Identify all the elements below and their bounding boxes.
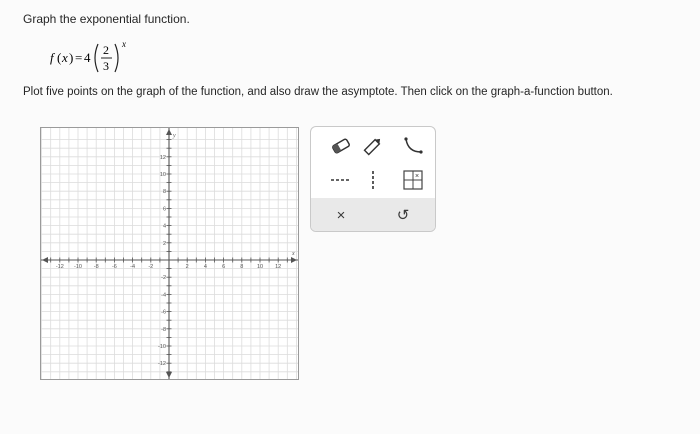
coordinate-grid[interactable] (40, 127, 299, 380)
undo-icon: ↺ (396, 207, 410, 224)
x-axis-arrow-left-icon (42, 257, 48, 263)
graph-function-icon (403, 170, 423, 190)
y-tick-label: 8 (162, 189, 166, 196)
y-tick-label: -8 (161, 326, 166, 333)
x-tick-label: -10 (74, 264, 82, 270)
formula-denominator: 3 (103, 59, 109, 73)
clear-button[interactable] (323, 202, 359, 228)
graph-toolbox (310, 126, 436, 232)
instructions-text: Plot five points on the graph of the function, and also draw the asymptote. Then click on the graph-a-function button. (23, 86, 613, 98)
vertical-asymptote-tool-button[interactable] (355, 167, 391, 193)
pencil-tool-button[interactable] (355, 133, 391, 159)
vertical-asymptote-icon (368, 169, 378, 191)
function-formula (50, 30, 160, 80)
pencil-icon (362, 136, 384, 156)
svg-text:×: × (415, 173, 420, 180)
formula-var: x (62, 50, 68, 65)
problem-prompt: Graph the exponential function. (23, 12, 190, 26)
formula-numerator: 2 (103, 43, 109, 57)
eraser-tool-button[interactable] (323, 133, 359, 159)
y-tick-label: 12 (159, 154, 166, 161)
y-axis-label: y (173, 133, 176, 139)
y-tick-label: 4 (162, 223, 166, 230)
y-tick-label: -2 (161, 275, 166, 282)
x-tick-label: -2 (148, 264, 154, 270)
formula-exponent: x (122, 39, 126, 49)
x-axis-label: x (292, 251, 295, 257)
x-tick-label: 8 (240, 264, 244, 270)
formula-coefficient: 4 (84, 50, 91, 65)
x-tick-label: -12 (55, 264, 64, 270)
eraser-icon (330, 137, 352, 155)
svg-text:): ) (69, 50, 74, 65)
y-tick-label: 10 (159, 172, 166, 178)
formula-fname: f (50, 50, 54, 65)
svg-text:=: = (75, 50, 83, 65)
x-tick-label: 12 (275, 264, 282, 270)
x-tick-label: -8 (93, 264, 99, 270)
y-axis-arrow-down-icon (166, 372, 172, 378)
y-tick-label: -10 (158, 344, 166, 350)
dashed-line-icon (329, 175, 353, 185)
y-tick-label: -12 (158, 361, 166, 368)
close-icon: × (336, 206, 346, 224)
undo-button[interactable] (385, 202, 421, 228)
x-tick-label: -4 (130, 264, 136, 270)
y-tick-label: 2 (162, 240, 166, 247)
toolbox-actions (311, 198, 435, 231)
x-tick-label: 10 (256, 264, 264, 270)
curve-tool-button[interactable] (395, 133, 431, 159)
x-tick-label: 2 (185, 264, 189, 270)
x-tick-label: 4 (203, 264, 207, 270)
x-tick-label: 6 (222, 264, 226, 270)
y-tick-label: -4 (161, 292, 166, 299)
horizontal-asymptote-tool-button[interactable] (323, 167, 359, 193)
svg-text:(: ( (57, 50, 62, 65)
y-tick-label: -6 (161, 309, 166, 316)
curve-tool-icon (402, 136, 424, 156)
y-axis-arrow-up-icon (166, 129, 172, 135)
x-tick-label: -6 (111, 264, 117, 270)
graph-a-function-button[interactable] (395, 167, 431, 193)
y-tick-label: 6 (162, 206, 166, 213)
